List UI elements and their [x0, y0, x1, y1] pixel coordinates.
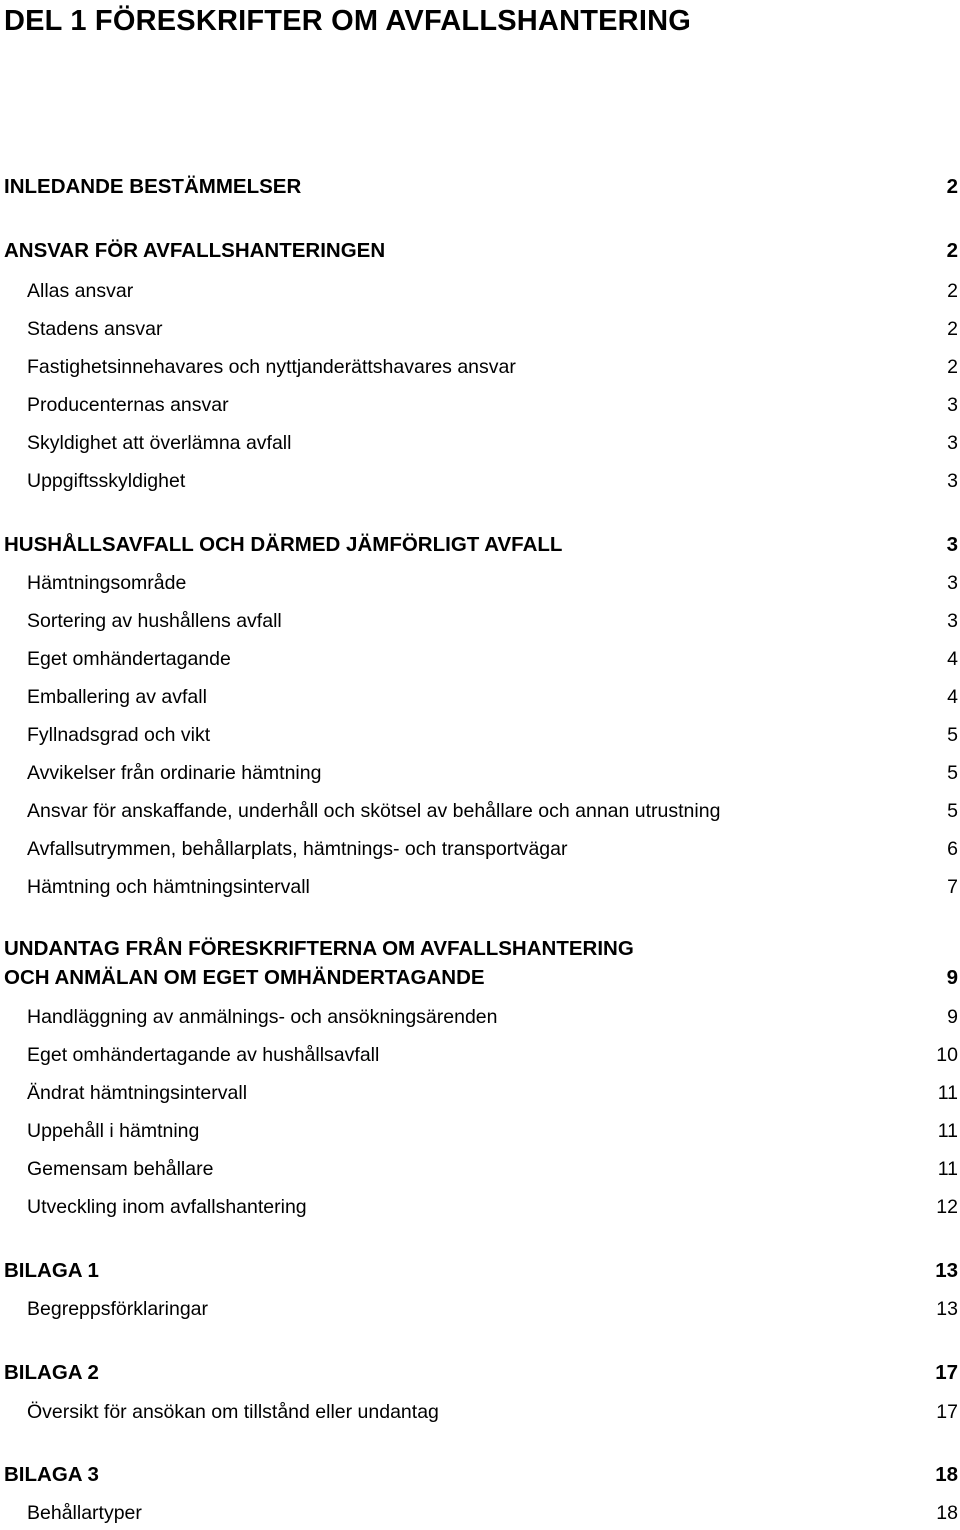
toc-entry-label: Ändrat hämtningsintervall: [27, 1082, 248, 1104]
toc-entry[interactable]: [0, 607, 960, 635]
toc-page-number: 17: [935, 1361, 958, 1384]
toc-entry-label: Stadens ansvar: [27, 318, 163, 340]
toc-section-label: [4, 934, 634, 992]
toc-page-number: 3: [947, 432, 958, 454]
toc-entry[interactable]: [0, 1499, 960, 1527]
toc-page-number: 5: [947, 800, 958, 822]
toc-page-number: 9: [946, 966, 958, 989]
toc-entry[interactable]: [0, 467, 960, 495]
toc-page-number: 10: [936, 1044, 958, 1066]
toc-entry-label: Översikt för ansökan om tillstånd eller undantag: [27, 1401, 439, 1423]
toc-entry[interactable]: [0, 797, 960, 825]
toc-entry-label: Begreppsförklaringar: [27, 1298, 209, 1320]
toc-entry[interactable]: [0, 277, 960, 305]
toc-entry[interactable]: [0, 1079, 960, 1107]
toc-entry-label: Avfallsutrymmen, behållarplats, hämtnings- och transportvägar: [27, 838, 568, 860]
toc-section-label: BILAGA 1: [4, 1259, 99, 1282]
toc-entry[interactable]: [0, 569, 960, 597]
toc-entry[interactable]: [0, 315, 960, 343]
toc-page-number: 2: [947, 280, 958, 302]
toc-entry-label: Fastighetsinnehavares och nyttjanderättshavares ansvar: [27, 356, 516, 378]
toc-page-number: 5: [947, 724, 958, 746]
toc-entry[interactable]: [0, 683, 960, 711]
toc-page-number: 12: [936, 1196, 958, 1218]
toc-section-bilaga-1[interactable]: [0, 1257, 960, 1285]
toc-entry-label: Utveckling inom avfallshantering: [27, 1196, 307, 1218]
toc-section-undantag[interactable]: [0, 934, 960, 992]
toc-page-number: 3: [947, 572, 958, 594]
toc-page-number: 11: [937, 1082, 958, 1104]
toc-page-number: 4: [947, 648, 958, 670]
toc-entry-label: Uppgiftsskyldighet: [27, 470, 186, 492]
toc-page-number: 5: [947, 762, 958, 784]
toc-entry[interactable]: [0, 1295, 960, 1323]
toc-section-bilaga-3[interactable]: [0, 1461, 960, 1489]
toc-entry[interactable]: [0, 759, 960, 787]
toc-entry-label: Eget omhändertagande: [27, 648, 231, 670]
toc-page-number: 4: [947, 686, 958, 708]
toc-entry-label: Hämtning och hämtningsintervall: [27, 876, 310, 898]
toc-entry-label: Hämtningsområde: [27, 572, 187, 594]
toc-entry[interactable]: [0, 835, 960, 863]
toc-entry-label: Eget omhändertagande av hushållsavfall: [27, 1044, 380, 1066]
toc-entry-label: Ansvar för anskaffande, underhåll och skötsel av behållare och annan utrustning: [27, 800, 721, 822]
toc-page-number: 3: [946, 533, 958, 556]
toc-page-number: 2: [946, 175, 958, 198]
toc-entry-label: Producenternas ansvar: [27, 394, 229, 416]
toc-page-number: 11: [937, 1158, 958, 1180]
toc-entry-label: Sortering av hushållens avfall: [27, 610, 282, 632]
toc-page-number: 3: [947, 394, 958, 416]
toc-entry[interactable]: [0, 1155, 960, 1183]
toc-page-number: 13: [936, 1298, 958, 1320]
toc-entry-label: Behållartyper: [27, 1502, 142, 1524]
document-title: DEL 1 FÖRESKRIFTER OM AVFALLSHANTERING: [4, 5, 691, 37]
toc-page-number: 3: [947, 610, 958, 632]
toc-entry-label: Allas ansvar: [27, 280, 134, 302]
toc-section-label: HUSHÅLLSAVFALL OCH DÄRMED JÄMFÖRLIGT AVFALL: [4, 533, 563, 556]
toc-section-label-line2: OCH ANMÄLAN OM EGET OMHÄNDERTAGANDE: [4, 966, 485, 989]
toc-page-number: 9: [947, 1006, 958, 1028]
toc-entry[interactable]: [0, 391, 960, 419]
toc-section-hushallsavfall[interactable]: [0, 531, 960, 559]
toc-entry[interactable]: [0, 1117, 960, 1145]
toc-section-label: BILAGA 3: [4, 1463, 99, 1486]
toc-entry[interactable]: [0, 1193, 960, 1221]
toc-page-number: 6: [947, 838, 958, 860]
toc-entry-label: Fyllnadsgrad och vikt: [27, 724, 211, 746]
toc-page-number: 3: [947, 470, 958, 492]
toc-entry[interactable]: [0, 1041, 960, 1069]
toc-page-number: 18: [935, 1463, 958, 1486]
toc-page-number: 17: [936, 1401, 958, 1423]
toc-entry-label: Uppehåll i hämtning: [27, 1120, 200, 1142]
toc-entry-label: Skyldighet att överlämna avfall: [27, 432, 292, 454]
toc-section-label: BILAGA 2: [4, 1361, 99, 1384]
toc-page-number: 11: [937, 1120, 958, 1142]
toc-entry[interactable]: [0, 645, 960, 673]
toc-section-bilaga-2[interactable]: [0, 1359, 960, 1387]
toc-page-number: 13: [935, 1259, 958, 1282]
toc-page-number: 2: [947, 356, 958, 378]
toc-entry[interactable]: [0, 1003, 960, 1031]
toc-section-inledande[interactable]: [0, 173, 960, 201]
toc-section-ansvar[interactable]: [0, 237, 960, 265]
toc-page-number: 2: [947, 318, 958, 340]
toc-entry[interactable]: [0, 1398, 960, 1426]
toc-entry-label: Avvikelser från ordinarie hämtning: [27, 762, 322, 784]
toc-entry-label: Emballering av avfall: [27, 686, 207, 708]
toc-section-label: ANSVAR FÖR AVFALLSHANTERINGEN: [4, 239, 386, 262]
toc-page-number: 7: [947, 876, 958, 898]
toc-page-number: 2: [946, 239, 958, 262]
toc-page-number: 18: [936, 1502, 958, 1524]
toc-entry[interactable]: [0, 429, 960, 457]
toc-entry-label: Handläggning av anmälnings- och ansökningsärenden: [27, 1006, 498, 1028]
toc-entry[interactable]: [0, 353, 960, 381]
toc-entry[interactable]: [0, 873, 960, 901]
toc-entry-label: Gemensam behållare: [27, 1158, 214, 1180]
toc-entry[interactable]: [0, 721, 960, 749]
toc-section-label-line1: UNDANTAG FRÅN FÖRESKRIFTERNA OM AVFALLSHANTERING: [4, 937, 634, 960]
toc-section-label: INLEDANDE BESTÄMMELSER: [4, 175, 302, 198]
